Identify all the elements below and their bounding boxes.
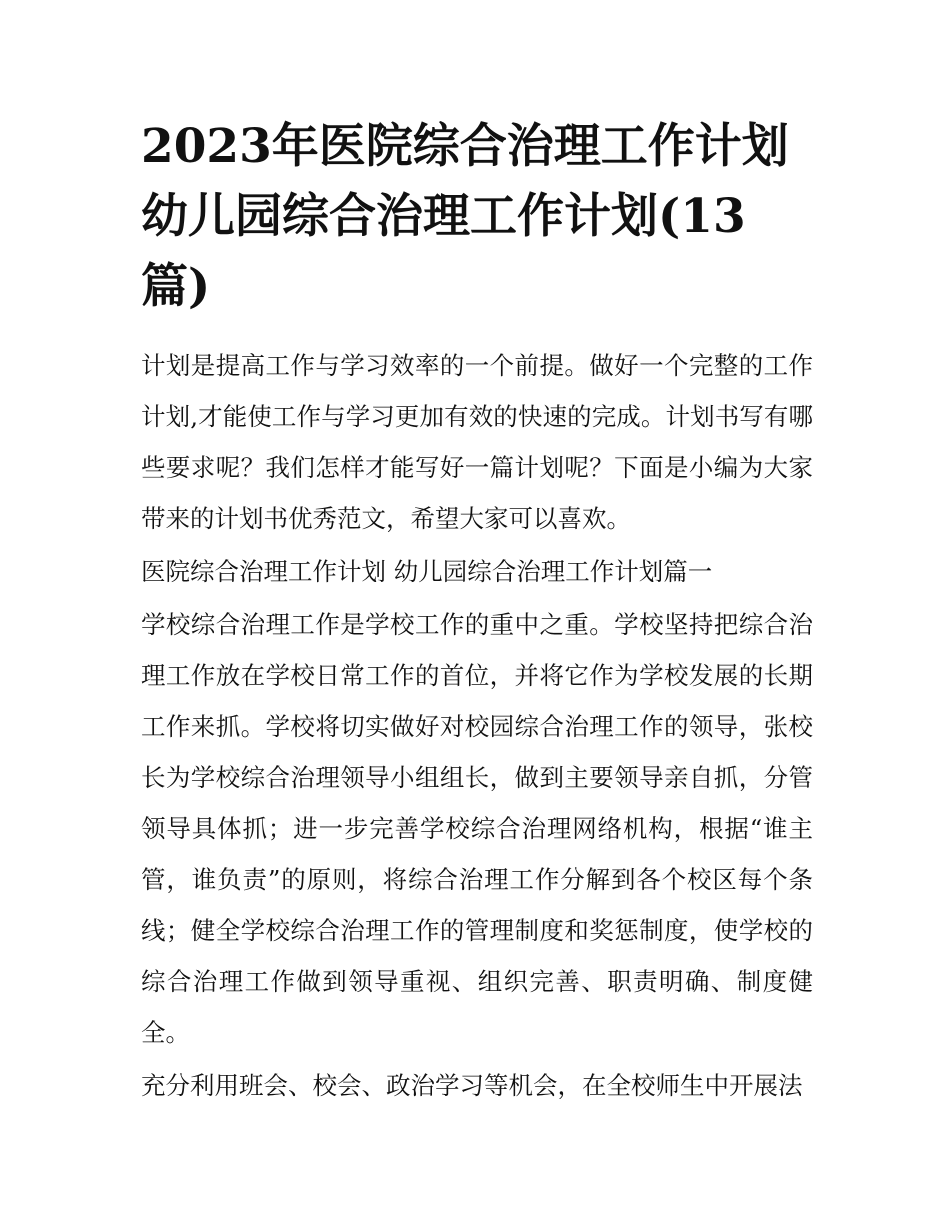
body-paragraph-2: 充分利用班会、校会、政治学习等机会，在全校师生中开展法 xyxy=(141,1071,803,1100)
section-heading: 医院综合治理工作计划 幼儿园综合治理工作计划篇一 xyxy=(141,557,713,586)
document-page xyxy=(141,112,813,1111)
body-paragraph-1: 学校综合治理工作是学校工作的重中之重。学校坚持把综合治理工作放在学校日常工作的首位，并将它作为学校发展的长期工作来抓。学校将切实做好对校园综合治理工作的领导，张校长为学校综合治理领导小组组长，做到主要领导亲自抓，分管领导具体抓；进一步完善学校综合治理网络机构，根据“谁主管，谁负责”的原则，将综合治理工作分解到各个校区每个条线；健全学校综合治理工作的管理制度和奖惩制度，使学校的综合治理工作做到领导重视、组织完善、职责明确、制度健全。 xyxy=(141,610,813,1047)
intro-paragraph: 计划是提高工作与学习效率的一个前提。做好一个完整的工作计划,才能使工作与学习更加有效的快速的完成。计划书写有哪些要求呢？我们怎样才能写好一篇计划呢？下面是小编为大家带来的计划书优秀范文，希望大家可以喜欢。 xyxy=(141,351,813,533)
document-title: 2023年医院综合治理工作计划 幼儿园综合治理工作计划(13篇) xyxy=(141,119,789,314)
